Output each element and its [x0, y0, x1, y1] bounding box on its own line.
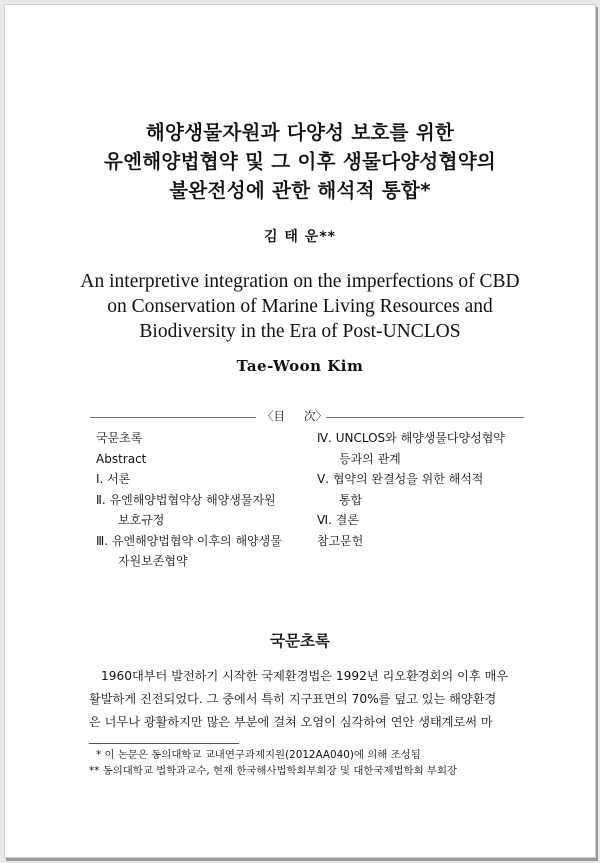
toc-item: 통합 [339, 492, 363, 507]
korean-author: 김 태 운** [264, 229, 336, 245]
korean-title-line-2: 유엔해양법협약 및 그 이후 생물다양성협약의 [104, 150, 496, 173]
toc-item: 보호규정 [118, 513, 165, 527]
toc-column-right [317, 428, 527, 551]
toc-rule-left [90, 417, 256, 418]
korean-title-line-1: 해양생물자원과 다양성 보호를 위한 [145, 121, 455, 144]
toc-item: 자원보존협약 [118, 554, 188, 568]
abstract-body [89, 665, 519, 734]
toc-item: Ⅵ. 결론 [317, 513, 359, 527]
english-title [5, 269, 595, 344]
abstract-heading: 국문초록 [270, 632, 330, 650]
footnote: ** 동의대학교 법학과교수, 현재 한국해사법학회부회장 및 대한국제법학회 부회장 [89, 765, 458, 777]
english-title-line-3: Biodiversity in the Era of Post-UNCLOS [139, 321, 461, 342]
toc-label-left: 〈目 [262, 409, 285, 423]
toc-item: 국문초록 [96, 431, 143, 445]
abstract-line: 은 너무나 광활하지만 많은 부분에 걸쳐 오염이 심각하여 연안 생태계로써 마 [89, 715, 493, 729]
english-title-line-1: An interpretive integration on the imperfections of CBD [80, 271, 520, 292]
toc-label-right: 次〉 [304, 409, 327, 423]
toc-item: Ⅴ. 협약의 완결성을 위한 해석적 [317, 472, 484, 486]
footnote: * 이 논문은 동의대학교 교내연구과제지원(2012AA040)에 의해 조성됨 [96, 749, 421, 761]
english-title-line-2: on Conservation of Marine Living Resources and [107, 296, 493, 317]
toc-rule-right [326, 417, 524, 418]
korean-title [5, 118, 595, 205]
footnotes [89, 747, 529, 779]
toc-item: Ⅳ. UNCLOS와 해양생물다양성협약 [317, 431, 505, 445]
korean-title-line-3: 불완전성에 관한 해석적 통합* [169, 179, 431, 202]
footnote-divider [89, 743, 239, 744]
toc-column-left [96, 428, 306, 572]
document-page [4, 4, 596, 858]
toc-item: Ⅱ. 유엔해양법협약상 해양생물자원 [96, 492, 276, 507]
toc-item: Ⅲ. 유엔해양법협약 이후의 해양생물 [96, 533, 282, 548]
table-of-contents [90, 408, 524, 593]
toc-item: 등과의 관계 [339, 451, 401, 466]
abstract-line: 활발하게 진전되었다. 그 중에서 특히 지구표면의 70%를 덮고 있는 해양환경 [89, 692, 497, 706]
toc-item: Ⅰ. 서론 [96, 472, 131, 486]
abstract-line: 1960대부터 발전하기 시작한 국제환경법은 1992년 리오환경회의 이후 매우 [101, 669, 509, 683]
english-author: Tae-Woon Kim [236, 357, 364, 375]
toc-item: Abstract [96, 451, 147, 466]
toc-item: 참고문헌 [317, 533, 364, 548]
